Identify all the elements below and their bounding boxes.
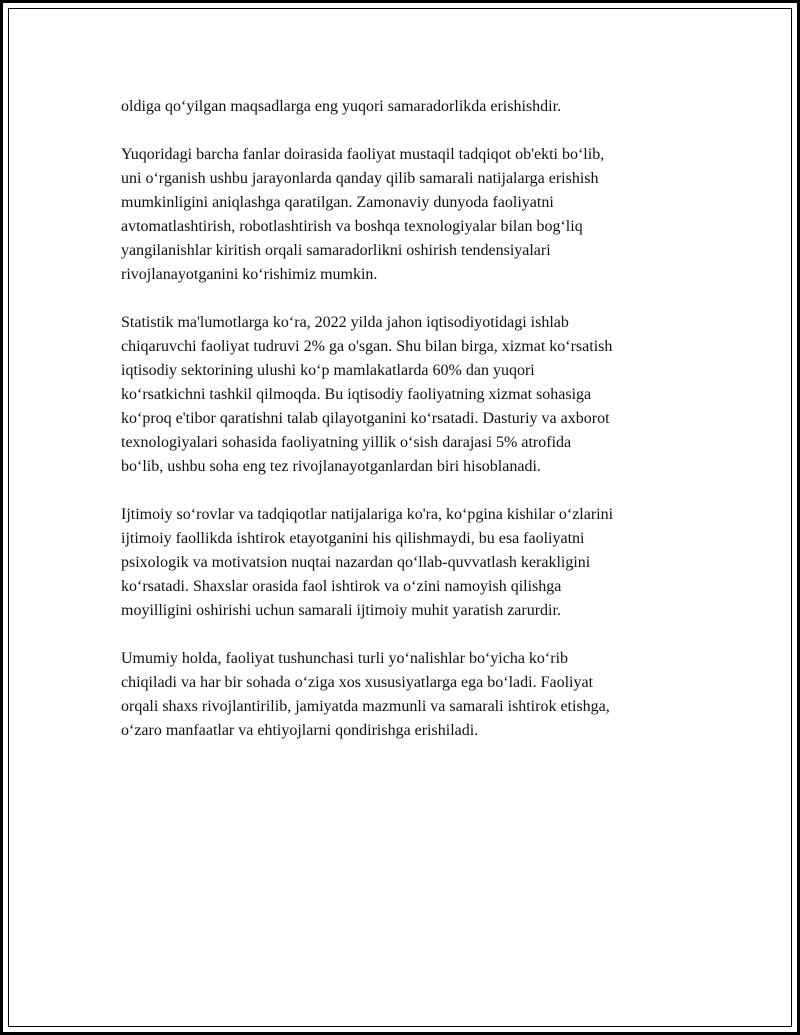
- paragraph-social-surveys: Ijtimoiy so‘rovlar va tadqiqotlar natijalariga ko'ra, ko‘pgina kishilar o‘zlarini ijtimoiy faollikda ishtirok etayotganini his qilishmaydi, bu esa faoliyatni psixologik va motivatsion nuqtai nazardan qo‘llab-quvvatlash kerakligini ko‘rsatadi. Shaxslar orasida faol ishtirok va o‘zini namoyish qilishga moyilligini oshirishi uchun samarali ijtimoiy muhit yaratish zarurdir.: [121, 506, 614, 619]
- paragraph-research-object: Yuqoridagi barcha fanlar doirasida faoliyat mustaqil tadqiqot ob'ekti bo‘lib, uni o‘rganish ushbu jarayonlarda qanday qilib samarali natijalarga erishish mumkinligini aniqlashga qaratilgan. Zamonaviy dunyoda faoliyatni avtomatlashtirish, robotlashtirish va boshqa texnologiyalar bilan bog‘liq yangilanishlar kiritish orqali samaradorlikni oshirish tendensiyalari rivojlanayotganini ko‘rishimiz mumkin.: [121, 146, 605, 283]
- paragraph-goal-achievement: oldiga qo‘yilgan maqsadlarga eng yuqori samaradorlikda erishishdir.: [121, 98, 562, 115]
- paragraph-conclusion: Umumiy holda, faoliyat tushunchasi turli yo‘nalishlar bo‘yicha ko‘rib chiqiladi va har bir sohada o‘ziga xos xususiyatlarga ega bo‘ladi. Faoliyat orqali shaxs rivojlantirilib, jamiyatda mazmunli va samarali ishtirok etishga, o‘zaro manfaatlar va ehtiyojlarni qondirishga erishiladi.: [121, 650, 610, 739]
- document-body: [121, 95, 711, 767]
- paragraph-statistics: Statistik ma'lumotlarga ko‘ra, 2022 yilda jahon iqtisodiyotidagi ishlab chiqaruvchi faoliyat tudruvi 2% ga o'sgan. Shu bilan birga, xizmat ko‘rsatish iqtisodiy sektorining ulushi ko‘p mamlakatlarda 60% dan yuqori ko‘rsatkichni tashkil qilmoqda. Bu iqtisodiy faoliyatning xizmat sohasiga ko‘proq e'tibor qaratishni talab qilayotganini ko‘rsatadi. Dasturiy va axborot texnologiyalari sohasida faoliyatning yillik o‘sish darajasi 5% atrofida bo‘lib, ushbu soha eng tez rivojlanayotganlardan biri hisoblanadi.: [121, 314, 613, 475]
